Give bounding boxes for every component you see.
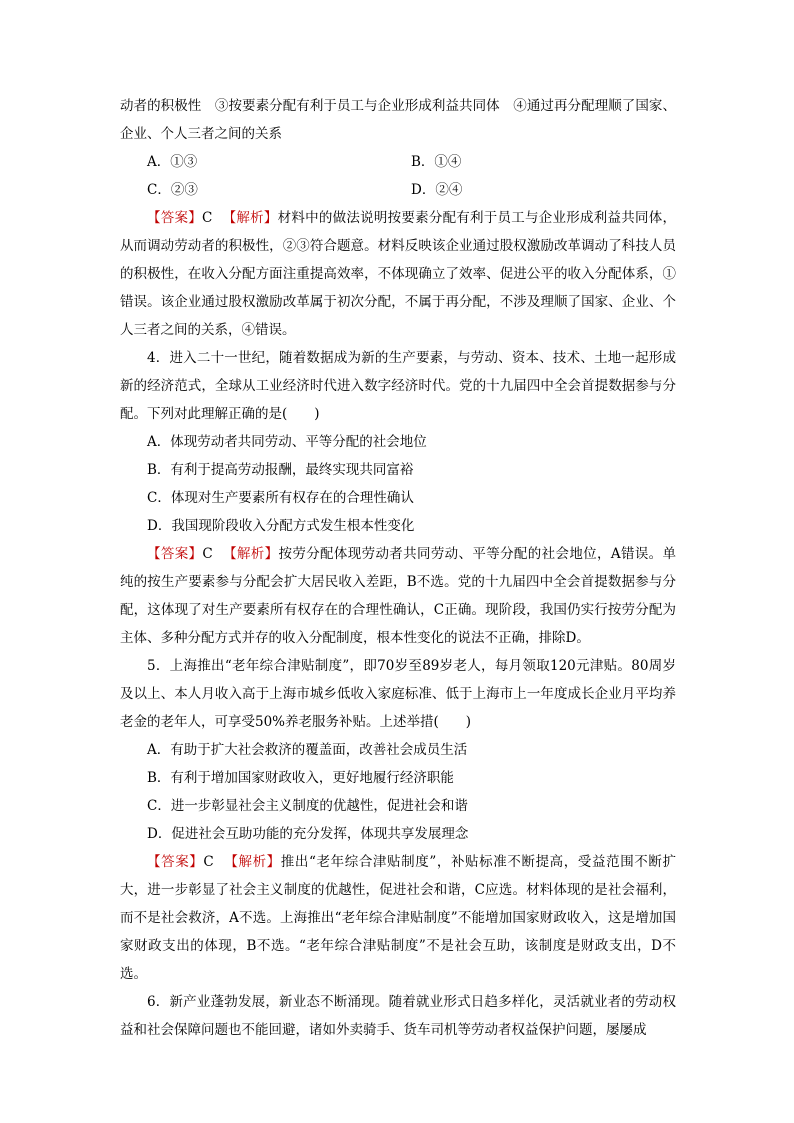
analysis-tag: 【解析】 [222, 210, 278, 226]
q6-stem: 6．新产业蓬勃发展，新业态不断涌现。随着就业形式日趋多样化，灵活就业者的劳动权益和社会保障问题也不能回避，诸如外卖骑手、货车司机等劳动者权益保护问题，屡屡成 [120, 994, 676, 1038]
q3-answer-block [120, 204, 676, 344]
q3-options-row-1 [120, 148, 676, 176]
q3-option-c: C．②③ [147, 182, 198, 198]
q4-stem: 4．进入二十一世纪，随着数据成为新的生产要素，与劳动、资本、技术、土地一起形成新的经济范式，全球从工业经济时代进入数字经济时代。党的十九届四中全会首提数据参与分配。下列对此理解正确的是( ) [120, 350, 676, 422]
q3-options-row-2 [120, 176, 676, 204]
q4-option-b: B．有利于提高劳动报酬，最终实现共同富裕 [147, 462, 414, 478]
q4-option-c: C．体现对生产要素所有权存在的合理性确认 [147, 490, 414, 506]
analysis-tag: 【解析】 [223, 854, 281, 870]
answer-tag: 【答案】 [147, 854, 204, 870]
page-content [120, 92, 676, 1044]
q5-option-d: D．促进社会互助功能的充分发挥，体现共享发展理念 [147, 826, 469, 842]
q5-option-a: A．有助于扩大社会救济的覆盖面，改善社会成员生活 [147, 742, 468, 758]
q3-option-a: A．①③ [147, 154, 198, 170]
q3-answer: C [202, 210, 213, 226]
q5-analysis: 推出“老年综合津贴制度”，补贴标准不断提高，受益范围不断扩大，进一步彰显了社会主义制度的优越性，促进社会和谐，C应选。材料体现的是社会福利，而不是社会救济，A不选。上海推出“老年综合津贴制度”不能增加国家财政收入，这是增加国家财政支出的体现，B不选。“老年综合津贴制度”不是社会互助，该制度是财政支出，D不选。 [120, 854, 677, 982]
q4-option-a: A．体现劳动者共同劳动、平等分配的社会地位 [147, 434, 427, 450]
q4-answer: C [202, 546, 213, 562]
q5-stem: 5．上海推出“老年综合津贴制度”，即70岁至89岁老人，每月领取120元津贴。80周岁及以上、本人月收入高于上海市城乡低收入家庭标准、低于上海市上一年度成长企业月平均养老金的老年人，可享受50%养老服务补贴。上述举措( ) [120, 658, 676, 730]
q3-option-b: B．①④ [411, 154, 462, 170]
q3-analysis: 材料中的做法说明按要素分配有利于员工与企业形成利益共同体，从而调动劳动者的积极性，②③符合题意。材料反映该企业通过股权激励改革调动了科技人员的积极性，在收入分配方面注重提高效率，不体现确立了效率、促进公平的收入分配体系，①错误。该企业通过股权激励改革属于初次分配，不属于再分配，不涉及理顺了国家、企业、个人三者之间的关系，④错误。 [120, 210, 677, 338]
q5-answer-block [120, 848, 676, 988]
answer-tag: 【答案】 [147, 210, 202, 226]
q4-analysis: 按劳分配体现劳动者共同劳动、平等分配的社会地位，A错误。单纯的按生产要素参与分配会扩大居民收入差距，B不选。党的十九届四中全会首提数据参与分配，这体现了对生产要素所有权存在的合理性确认，C正确。现阶段，我国仍实行按劳分配为主体、多种分配方式并存的收入分配制度，根本性变化的说法不正确，排除D。 [120, 546, 677, 646]
q4-option-d: D．我国现阶段收入分配方式发生根本性变化 [147, 518, 415, 534]
q5-option-c: C．进一步彰显社会主义制度的优越性，促进社会和谐 [147, 798, 468, 814]
q4-answer-block [120, 540, 676, 652]
q5-option-b: B．有利于增加国家财政收入，更好地履行经济职能 [147, 770, 454, 786]
answer-tag: 【答案】 [147, 546, 203, 562]
q3-stem-tail: 动者的积极性 ③按要素分配有利于员工与企业形成利益共同体 ④通过再分配理顺了国家、企业、个人三者之间的关系 [120, 98, 676, 142]
q5-answer: C [203, 854, 214, 870]
analysis-tag: 【解析】 [222, 546, 279, 562]
q3-option-d: D．②④ [411, 182, 463, 198]
